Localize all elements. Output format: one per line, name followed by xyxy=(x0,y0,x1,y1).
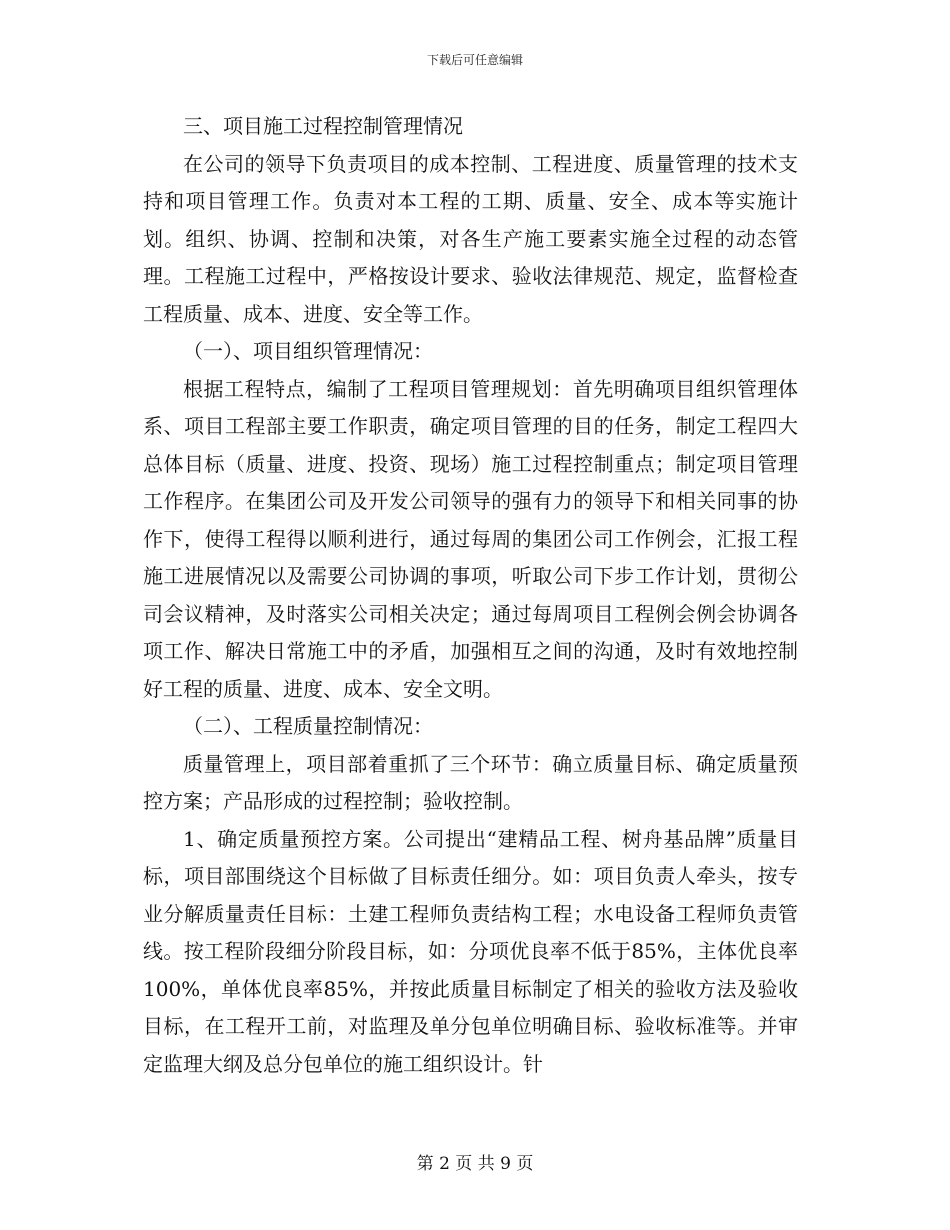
body-paragraph: 根据工程特点，编制了工程项目管理规划：首先明确项目组织管理体系、项目工程部主要工作职责，确定项目管理的目的任务，制定工程四大总体目标（质量、进度、投资、现场）施工过程控制重点；制定项目管理工作程序。在集团公司及开发公司领导的强有力的领导下和相关同事的协作下，使得工程得以顺利进行，通过每周的集团公司工作例会，汇报工程施工进展情况以及需要公司协调的事项，听取公司下步工作计划，贯彻公司会议精神，及时落实公司相关决定；通过每周项目工程例会例会协调各项工作、解决日常施工中的矛盾，加强相互之间的沟通，及时有效地控制好工程的质量、进度、成本、安全文明。 xyxy=(143,376,798,701)
subsection-heading: （二）、工程质量控制情况： xyxy=(183,714,433,738)
page-number-footer: 第 2 页 共 9 页 xyxy=(416,1154,534,1174)
subsection-heading: （一）、项目组织管理情况： xyxy=(183,339,433,363)
document-body xyxy=(143,108,798,1083)
body-paragraph: 质量管理上，项目部着重抓了三个环节：确立质量目标、确定质量预控方案；产品形成的过程控制；验收控制。 xyxy=(143,751,798,813)
page-header: 下载后可任意编辑 xyxy=(426,53,523,67)
body-paragraph: 1、确定质量预控方案。公司提出“建精品工程、树舟基品牌”质量目标，项目部围绕这个目标做了目标责任细分。如：项目负责人牵头，按专业分解质量责任目标：土建工程师负责结构工程；水电设备工程师负责管线。按工程阶段细分阶段目标，如：分项优良率不低于85%，主体优良率100%，单体优良率85%，并按此质量目标制定了相关的验收方法及验收目标，在工程开工前，对监理及单分包单位明确目标、验收标准等。并审定监理大纲及总分包单位的施工组织设计。针 xyxy=(143,826,798,1076)
section-heading: 三、项目施工过程控制管理情况 xyxy=(183,114,463,138)
body-paragraph: 在公司的领导下负责项目的成本控制、工程进度、质量管理的技术支持和项目管理工作。负责对本工程的工期、质量、安全、成本等实施计划。组织、协调、控制和决策，对各生产施工要素实施全过程的动态管理。工程施工过程中，严格按设计要求、验收法律规范、规定，监督检查工程质量、成本、进度、安全等工作。 xyxy=(143,151,798,326)
